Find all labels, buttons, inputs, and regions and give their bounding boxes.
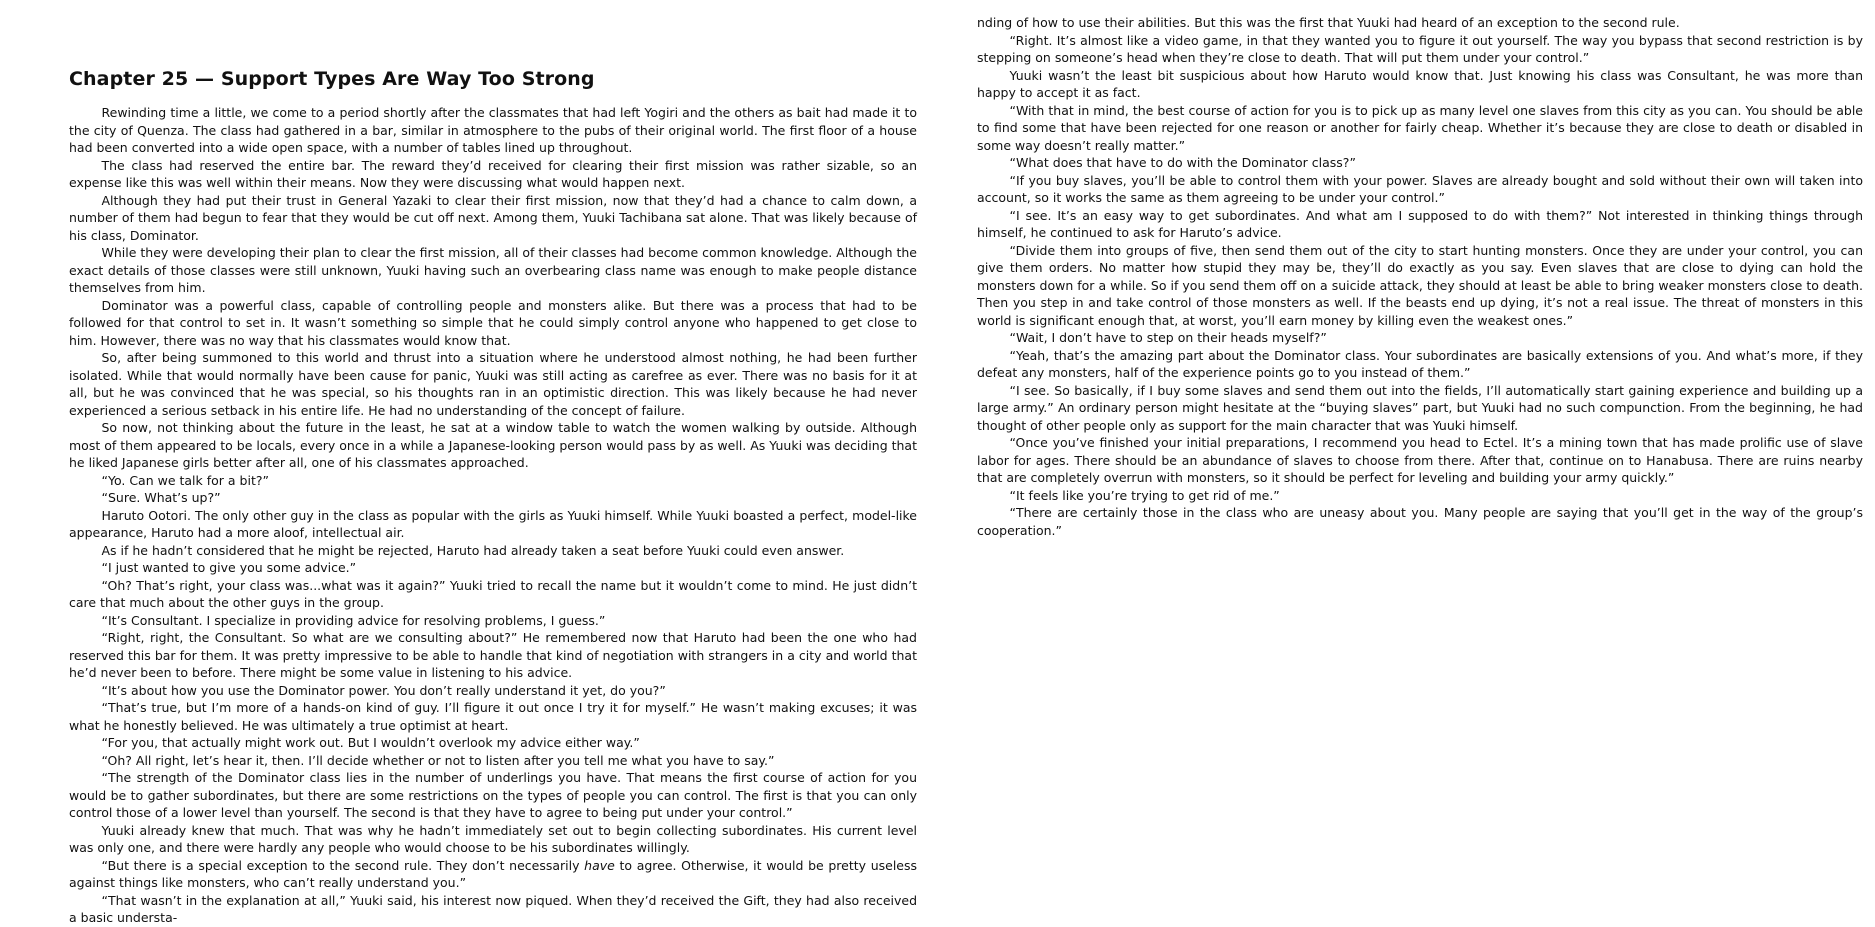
paragraph: “Oh? All right, let’s hear it, then. I’ll decide whether or not to listen after you tell me what you have to say.” (101, 752, 775, 768)
paragraph: Rewinding time a little, we come to a period shortly after the classmates that had left Yogiri and the others as bait had made it to the city of Quenza. The class had gathered in a bar, similar in atmosphere to the pubs of their original world. The first floor of a house had been converted into a wide open space, with a number of tables lined up throughout. (69, 105, 917, 155)
paragraph: Yuuki already knew that much. That was why he hadn’t immediately set out to begin collecting subordinates. His current level was only one, and there were hardly any people who would choose to be his subordinates willingly. (69, 822, 917, 855)
paragraph: “Oh? That’s right, your class was...what was it again?” Yuuki tried to recall the name but it wouldn’t come to mind. He just didn’t care that much about the other guys in the group. (69, 577, 917, 610)
paragraph: So, after being summoned to this world and thrust into a situation where he understood almost nothing, he had been further isolated. While that would normally have been cause for panic, Yuuki was still acting as carefree as ever. There was no basis for it at all, but he was convinced that he was special, so his thoughts ran in an optimistic direction. This was likely because he had never experienced a serious setback in his entire life. He had no understanding of the concept of failure. (69, 350, 917, 418)
paragraph: The class had reserved the entire bar. The reward they’d received for clearing their first mission was rather sizable, so an expense like this was well within their means. Now they were discussing what would happen next. (69, 157, 917, 190)
paragraph-with-emphasis (69, 857, 917, 892)
paragraph: As if he hadn’t considered that he might be rejected, Haruto had already taken a seat before Yuuki could even answer. (101, 542, 845, 558)
continued-paragraph: nding of how to use their abilities. But this was the first that Yuuki had heard of an exception to the second rule. (977, 15, 1680, 30)
paragraph: “I just wanted to give you some advice.” (101, 560, 357, 575)
paragraph: Although they had put their trust in General Yazaki to clear their first mission, now that they’d had a chance to calm down, a number of them had begun to fear that they would be cut off next. Among them, Yuuki Tachibana sat alone. That was likely because of his class, Dominator. (69, 192, 917, 243)
paragraph: “It feels like you’re trying to get rid of me.” (1009, 487, 1280, 503)
paragraph: “With that in mind, the best course of action for you is to pick up as many level one slaves from this city as you can. You should be able to find some that have been rejected for one reason or another for fairly cheap. Whether it’s because they are close to death or disabled in some way doesn’t really matter.” (977, 102, 1863, 153)
paragraph: “Yo. Can we talk for a bit?” (101, 472, 269, 488)
chapter-title: Chapter 25 — Support Types Are Way Too Strong (69, 68, 595, 90)
paragraph: “Once you’ve finished your initial preparations, I recommend you head to Ectel. It’s a mining town that has made prolific use of slave labor for ages. There should be an abundance of slaves to choose from there. After that, continue on to Hanabusa. There are ruins nearby that are completely overrun with monsters, so it should be perfect for leveling and building your army quickly.” (977, 435, 1863, 485)
paragraph: “If you buy slaves, you’ll be able to control them with your power. Slaves are already bought and sold without their own will taken into account, so it works the same as them agreeing to be under your control.” (977, 172, 1863, 205)
paragraph: “That wasn’t in the explanation at all,” Yuuki said, his interest now piqued. When they’d received the Gift, they had also received a basic understa- (69, 892, 917, 925)
right-page (977, 0, 1863, 888)
paragraph: “What does that have to do with the Dominator class?” (1009, 155, 1356, 170)
paragraph: “Yeah, that’s the amazing part about the Dominator class. Your subordinates are basically extensions of you. And what’s more, if they defeat any monsters, half of the experience points go to you instead of them.” (977, 347, 1863, 380)
paragraph: So now, not thinking about the future in the least, he sat at a window table to watch the women walking by outside. Although most of them appeared to be locals, every once in a while a Japanese-looking person would pass by as well. As Yuuki was deciding that he liked Japanese girls better after all, one of his classmates approached. (69, 420, 917, 470)
left-page (69, 0, 918, 925)
paragraph: “I see. So basically, if I buy some slaves and send them out into the fields, I’ll automatically start gaining experience and building up a large army.” An ordinary person might hesitate at the “buying slaves” part, but Yuuki had no such compunction. From the beginning, he had thought of other people only as support for the main character that was Yuuki himself. (977, 382, 1863, 433)
paragraph: “The strength of the Dominator class lies in the number of underlings you have. That means the first course of action for you would be to gather subordinates, but there are some restrictions on the types of people you can control. The first is that you can only control those of a lower level than yourself. The second is that they have to agree to being put under your control.” (69, 770, 917, 820)
paragraph: Yuuki wasn’t the least bit suspicious about how Haruto would know that. Just knowing his class was Consultant, he was more than happy to accept it as fact. (977, 67, 1863, 100)
paragraph: “Wait, I don’t have to step on their heads myself?” (1009, 330, 1327, 345)
emphasis-before: “But there is a special exception to the second rule. They don’t necessarily (101, 857, 585, 873)
paragraph: “It’s Consultant. I specialize in providing advice for resolving problems, I guess.” (101, 612, 606, 628)
paragraph: “Sure. What’s up?” (101, 490, 221, 505)
paragraph: “Divide them into groups of five, then send them out of the city to start hunting monsters. Once they are under your control, you can give them orders. No matter how stupid they may be, they’ll do exactly as you say. Even slaves that are close to dying can hold the monsters down for a while. So if you send them off on a suicide attack, they should at least be able to bring weaker monsters close to death. Then you step in and take control of those monsters as well. If the beasts end up dying, it’s not a real issue. The threat of monsters in this world is significant enough that, at worst, you’ll earn money by killing even the weakest ones.” (977, 242, 1863, 328)
paragraph: “It’s about how you use the Dominator power. You don’t really understand it yet, do you?” (101, 682, 666, 698)
paragraph: “Right, right, the Consultant. So what are we consulting about?” He remembered now that Haruto had been the one who had reserved this bar for them. It was pretty impressive to be able to handle that kind of negotiation with strangers in a city and world that he’d never been to before. There might be some value in listening to his advice. (69, 630, 917, 680)
paragraph: “That’s true, but I’m more of a hands-on kind of guy. I’ll figure it out once I try it for myself.” He wasn’t making excuses; it was what he honestly believed. He was ultimately a true optimist at heart. (69, 700, 917, 733)
paragraph: “For you, that actually might work out. But I wouldn’t overlook my advice either way.” (101, 735, 640, 750)
paragraph: “I see. It’s an easy way to get subordinates. And what am I supposed to do with them?” Not interested in thinking things through himself, he continued to ask for Haruto’s advice. (977, 207, 1863, 240)
paragraph: Dominator was a powerful class, capable of controlling people and monsters alike. But there was a process that had to be followed for that control to set in. It wasn’t something so simple that he could simply control anyone who happened to get close to him. However, there was no way that his classmates would know that. (69, 297, 917, 348)
paragraph: While they were developing their plan to clear the first mission, all of their classes had become common knowledge. Although the exact details of those classes were still unknown, Yuuki having such an overbearing class name was enough to make people distance themselves from him. (69, 245, 917, 295)
emphasis-word: have (584, 857, 615, 873)
paragraph: Haruto Ootori. The only other guy in the class as popular with the girls as Yuuki himself. While Yuuki boasted a perfect, model-like appearance, Haruto had a more aloof, intellectual air. (69, 507, 917, 540)
paragraph: “There are certainly those in the class who are uneasy about you. Many people are saying that you’ll get in the way of the group’s cooperation.” (977, 505, 1863, 538)
emphasis-after: to agree. Otherwise, it would be pretty useless against things like monsters, who can’t really understand you.” (69, 857, 918, 890)
paragraph: “Right. It’s almost like a video game, in that they wanted you to figure it out yourself. The way you bypass that second restriction is by stepping on someone’s head when they’re close to death. That will put them under your control.” (977, 32, 1863, 65)
